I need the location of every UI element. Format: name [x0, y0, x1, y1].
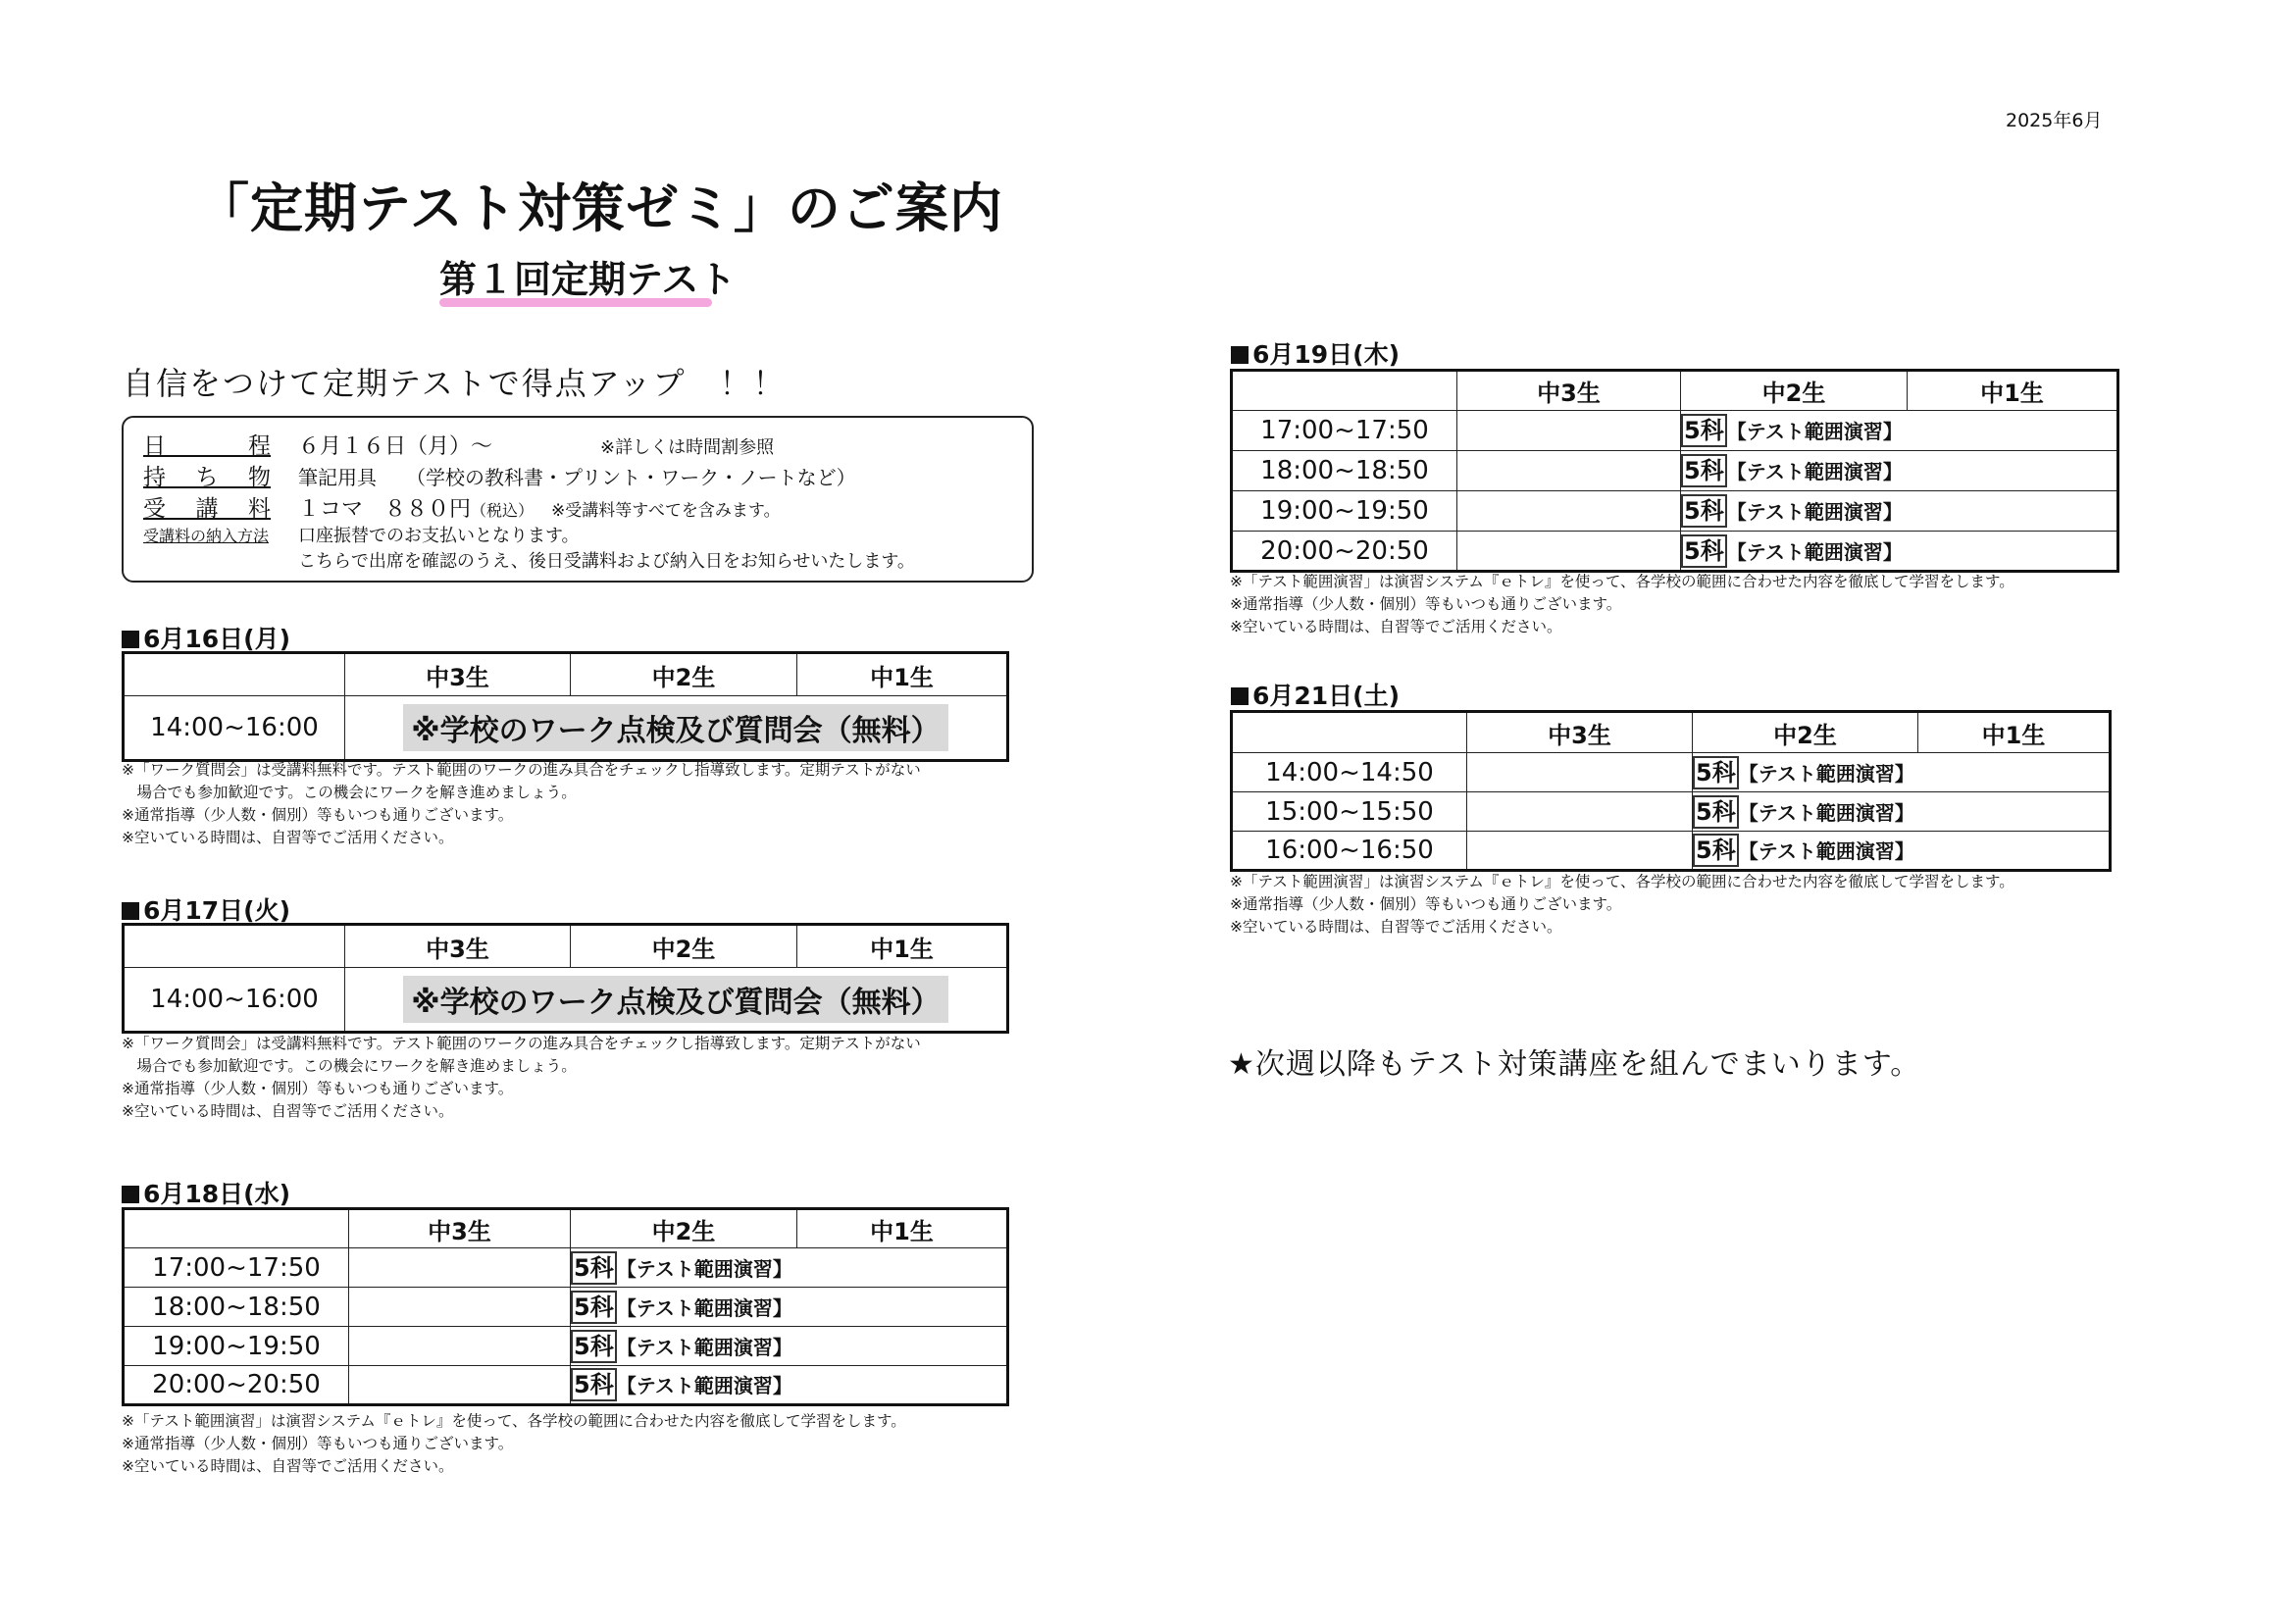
grade-header-1: 中1生 — [797, 925, 1008, 968]
time-cell: 20:00~20:50 — [1232, 532, 1457, 572]
empty-cell — [1457, 491, 1681, 532]
info-payment-row-2 — [298, 547, 915, 573]
day-heading-0617: 6月17日(火) — [122, 891, 290, 927]
corner-cell — [1232, 712, 1467, 753]
empty-cell — [1467, 753, 1693, 792]
grade-header-1: 中1生 — [797, 653, 1008, 696]
subject-count-box: 5科 — [1693, 834, 1739, 867]
subject-cell — [1693, 792, 2111, 832]
payment-line2: こちらで出席を確認のうえ、後日受講料および納入日をお知らせいたします。 — [298, 551, 915, 572]
schedule-value: ６月１６日（月）～ — [298, 434, 493, 459]
document-date: 2025年6月 — [2006, 110, 2103, 131]
note-line: ※空いている時間は、自習等でご活用ください。 — [122, 1457, 454, 1475]
subject-cell — [1693, 753, 2111, 792]
grade-header-2: 中2生 — [571, 925, 797, 968]
subject-count-box: 5科 — [1681, 534, 1727, 568]
subject-label: 【テスト範囲演習】 — [616, 1335, 792, 1359]
subject-count-box: 5科 — [571, 1291, 617, 1324]
grade-header-2: 中2生 — [1693, 712, 1918, 753]
empty-cell — [1467, 792, 1693, 832]
schedule-table-0617 — [122, 923, 1009, 1034]
note-line: ※「ワーク質問会」は受講料無料です。テスト範囲のワークの進み具合をチェックし指導致します。定期テストがない — [122, 761, 921, 779]
time-cell: 19:00~19:50 — [1232, 491, 1457, 532]
time-cell: 20:00~20:50 — [124, 1366, 349, 1405]
corner-cell — [1232, 371, 1457, 411]
empty-cell — [349, 1248, 571, 1288]
corner-cell — [124, 925, 345, 968]
day-heading-0618: 6月18日(水) — [122, 1175, 290, 1210]
note-line: ※「テスト範囲演習」は演習システム『ｅトレ』を使って、各学校の範囲に合わせた内容を徹底して学習をします。 — [122, 1412, 906, 1430]
payment-line1: 口座振替でのお支払いとなります。 — [298, 526, 580, 546]
time-cell: 17:00~17:50 — [124, 1248, 349, 1288]
subject-label: 【テスト範囲演習】 — [1738, 839, 1914, 863]
empty-cell — [1467, 832, 1693, 871]
notes-0617 — [122, 1033, 921, 1123]
subject-label: 【テスト範囲演習】 — [616, 1295, 792, 1320]
subject-count-box: 5科 — [571, 1368, 617, 1401]
fee-note: ※受講料等すべてを含みます。 — [551, 501, 781, 521]
note-line: ※「ワーク質問会」は受講料無料です。テスト範囲のワークの進み具合をチェックし指導致します。定期テストがない — [122, 1035, 921, 1052]
page-title: 「定期テスト対策ゼミ」のご案内 — [196, 178, 1003, 239]
schedule-table-0619 — [1230, 369, 2119, 573]
subject-cell — [1681, 532, 2118, 572]
notes-0621 — [1230, 871, 2014, 939]
grade-header-1: 中1生 — [1908, 371, 2118, 411]
subject-label: 【テスト範囲演習】 — [1726, 420, 1903, 443]
grade-header-2: 中2生 — [1681, 371, 1908, 411]
subject-label: 【テスト範囲演習】 — [1726, 539, 1903, 564]
grade-header-3: 中3生 — [349, 1209, 571, 1248]
subject-cell — [571, 1288, 1008, 1327]
schedule-table-0621 — [1230, 710, 2112, 872]
empty-cell — [349, 1288, 571, 1327]
notes-0616 — [122, 759, 921, 849]
empty-cell — [1457, 411, 1681, 451]
info-fee-row — [143, 490, 781, 523]
time-cell: 19:00~19:50 — [124, 1327, 349, 1366]
empty-cell — [1457, 532, 1681, 572]
info-schedule-row — [143, 428, 774, 460]
corner-cell — [124, 653, 345, 696]
work-session-label: ※学校のワーク点検及び質問会（無料） — [403, 704, 947, 751]
note-line: ※空いている時間は、自習等でご活用ください。 — [122, 1102, 454, 1120]
time-cell: 18:00~18:50 — [124, 1288, 349, 1327]
schedule-table-0618 — [122, 1207, 1009, 1406]
notes-0618 — [122, 1410, 906, 1478]
day-heading-0616: 6月16日(月) — [122, 620, 290, 655]
subject-cell — [571, 1366, 1008, 1405]
note-line: ※「テスト範囲演習」は演習システム『ｅトレ』を使って、各学校の範囲に合わせた内容を徹底して学習をします。 — [1230, 573, 2014, 590]
subject-count-box: 5科 — [571, 1330, 617, 1363]
time-cell: 14:00~16:00 — [124, 696, 345, 761]
items-label: 持ち物 — [143, 465, 271, 490]
note-line: 場合でも参加歓迎です。この機会にワークを解き進めましょう。 — [122, 1057, 577, 1075]
note-line: ※「テスト範囲演習」は演習システム『ｅトレ』を使って、各学校の範囲に合わせた内容を徹底して学習をします。 — [1230, 873, 2014, 890]
day-heading-0621: 6月21日(土) — [1231, 677, 1400, 712]
time-cell: 14:00~16:00 — [124, 968, 345, 1033]
subject-label: 【テスト範囲演習】 — [616, 1256, 792, 1281]
subject-count-box: 5科 — [1681, 494, 1727, 528]
session-cell — [345, 696, 1008, 761]
empty-cell — [349, 1366, 571, 1405]
info-box — [122, 416, 1034, 583]
subject-cell — [1681, 411, 2118, 451]
note-line: ※通常指導（少人数・個別）等もいつも通りございます。 — [122, 806, 514, 824]
subject-label: 【テスト範囲演習】 — [616, 1374, 792, 1397]
time-cell: 14:00~14:50 — [1232, 753, 1467, 792]
grade-header-3: 中3生 — [1467, 712, 1693, 753]
subject-cell — [1693, 832, 2111, 871]
payment-label: 受講料の納入方法 — [143, 527, 270, 545]
empty-cell — [349, 1327, 571, 1366]
note-line: ※通常指導（少人数・個別）等もいつも通りございます。 — [122, 1080, 514, 1097]
time-cell: 18:00~18:50 — [1232, 451, 1457, 491]
grade-header-2: 中2生 — [571, 1209, 797, 1248]
note-line: ※通常指導（少人数・個別）等もいつも通りございます。 — [1230, 895, 1622, 913]
page-subtitle: 第１回定期テスト — [439, 258, 737, 301]
schedule-note: ※詳しくは時間割参照 — [600, 437, 775, 458]
grade-header-1: 中1生 — [797, 1209, 1008, 1248]
note-line: ※空いている時間は、自習等でご活用ください。 — [1230, 918, 1562, 936]
grade-header-2: 中2生 — [571, 653, 797, 696]
schedule-label: 日 程 — [143, 433, 271, 459]
info-items-row — [143, 459, 856, 491]
note-line: 場合でも参加歓迎です。この機会にワークを解き進めましょう。 — [122, 784, 577, 801]
empty-cell — [1457, 451, 1681, 491]
time-cell: 15:00~15:50 — [1232, 792, 1467, 832]
subject-count-box: 5科 — [1693, 795, 1739, 829]
fee-label: 受講料 — [143, 496, 271, 522]
info-payment-row — [143, 522, 580, 547]
subject-count-box: 5科 — [571, 1251, 617, 1285]
note-line: ※通常指導（少人数・個別）等もいつも通りございます。 — [1230, 595, 1622, 613]
schedule-table-0616 — [122, 651, 1009, 762]
fee-tax: （税込） — [471, 501, 535, 520]
note-line: ※通常指導（少人数・個別）等もいつも通りございます。 — [122, 1435, 514, 1452]
subject-cell — [571, 1327, 1008, 1366]
grade-header-1: 中1生 — [1918, 712, 2111, 753]
subject-label: 【テスト範囲演習】 — [1738, 800, 1914, 825]
tagline: 自信をつけて定期テストで得点アップ ！！ — [123, 365, 787, 402]
notes-0619 — [1230, 571, 2014, 638]
subject-label: 【テスト範囲演習】 — [1726, 500, 1903, 524]
closing-message: ★次週以降もテスト対策講座を組んでまいります。 — [1228, 1047, 1921, 1082]
subject-label: 【テスト範囲演習】 — [1726, 460, 1903, 483]
note-line: ※空いている時間は、自習等でご活用ください。 — [122, 829, 454, 846]
items-value: 筆記用具 （学校の教科書・プリント・ワーク・ノートなど） — [298, 466, 856, 489]
day-heading-0619: 6月19日(木) — [1231, 335, 1400, 371]
grade-header-3: 中3生 — [345, 925, 571, 968]
subject-count-box: 5科 — [1693, 756, 1739, 789]
subject-cell — [1681, 491, 2118, 532]
subject-cell — [1681, 451, 2118, 491]
corner-cell — [124, 1209, 349, 1248]
subject-count-box: 5科 — [1681, 414, 1727, 447]
subject-cell — [571, 1248, 1008, 1288]
subject-label: 【テスト範囲演習】 — [1738, 761, 1914, 786]
note-line: ※空いている時間は、自習等でご活用ください。 — [1230, 618, 1562, 635]
time-cell: 16:00~16:50 — [1232, 832, 1467, 871]
session-cell — [345, 968, 1008, 1033]
grade-header-3: 中3生 — [1457, 371, 1681, 411]
fee-value: １コマ ８８０円 — [298, 497, 472, 522]
time-cell: 17:00~17:50 — [1232, 411, 1457, 451]
work-session-label: ※学校のワーク点検及び質問会（無料） — [403, 976, 947, 1023]
grade-header-3: 中3生 — [345, 653, 571, 696]
subject-count-box: 5科 — [1681, 454, 1727, 487]
